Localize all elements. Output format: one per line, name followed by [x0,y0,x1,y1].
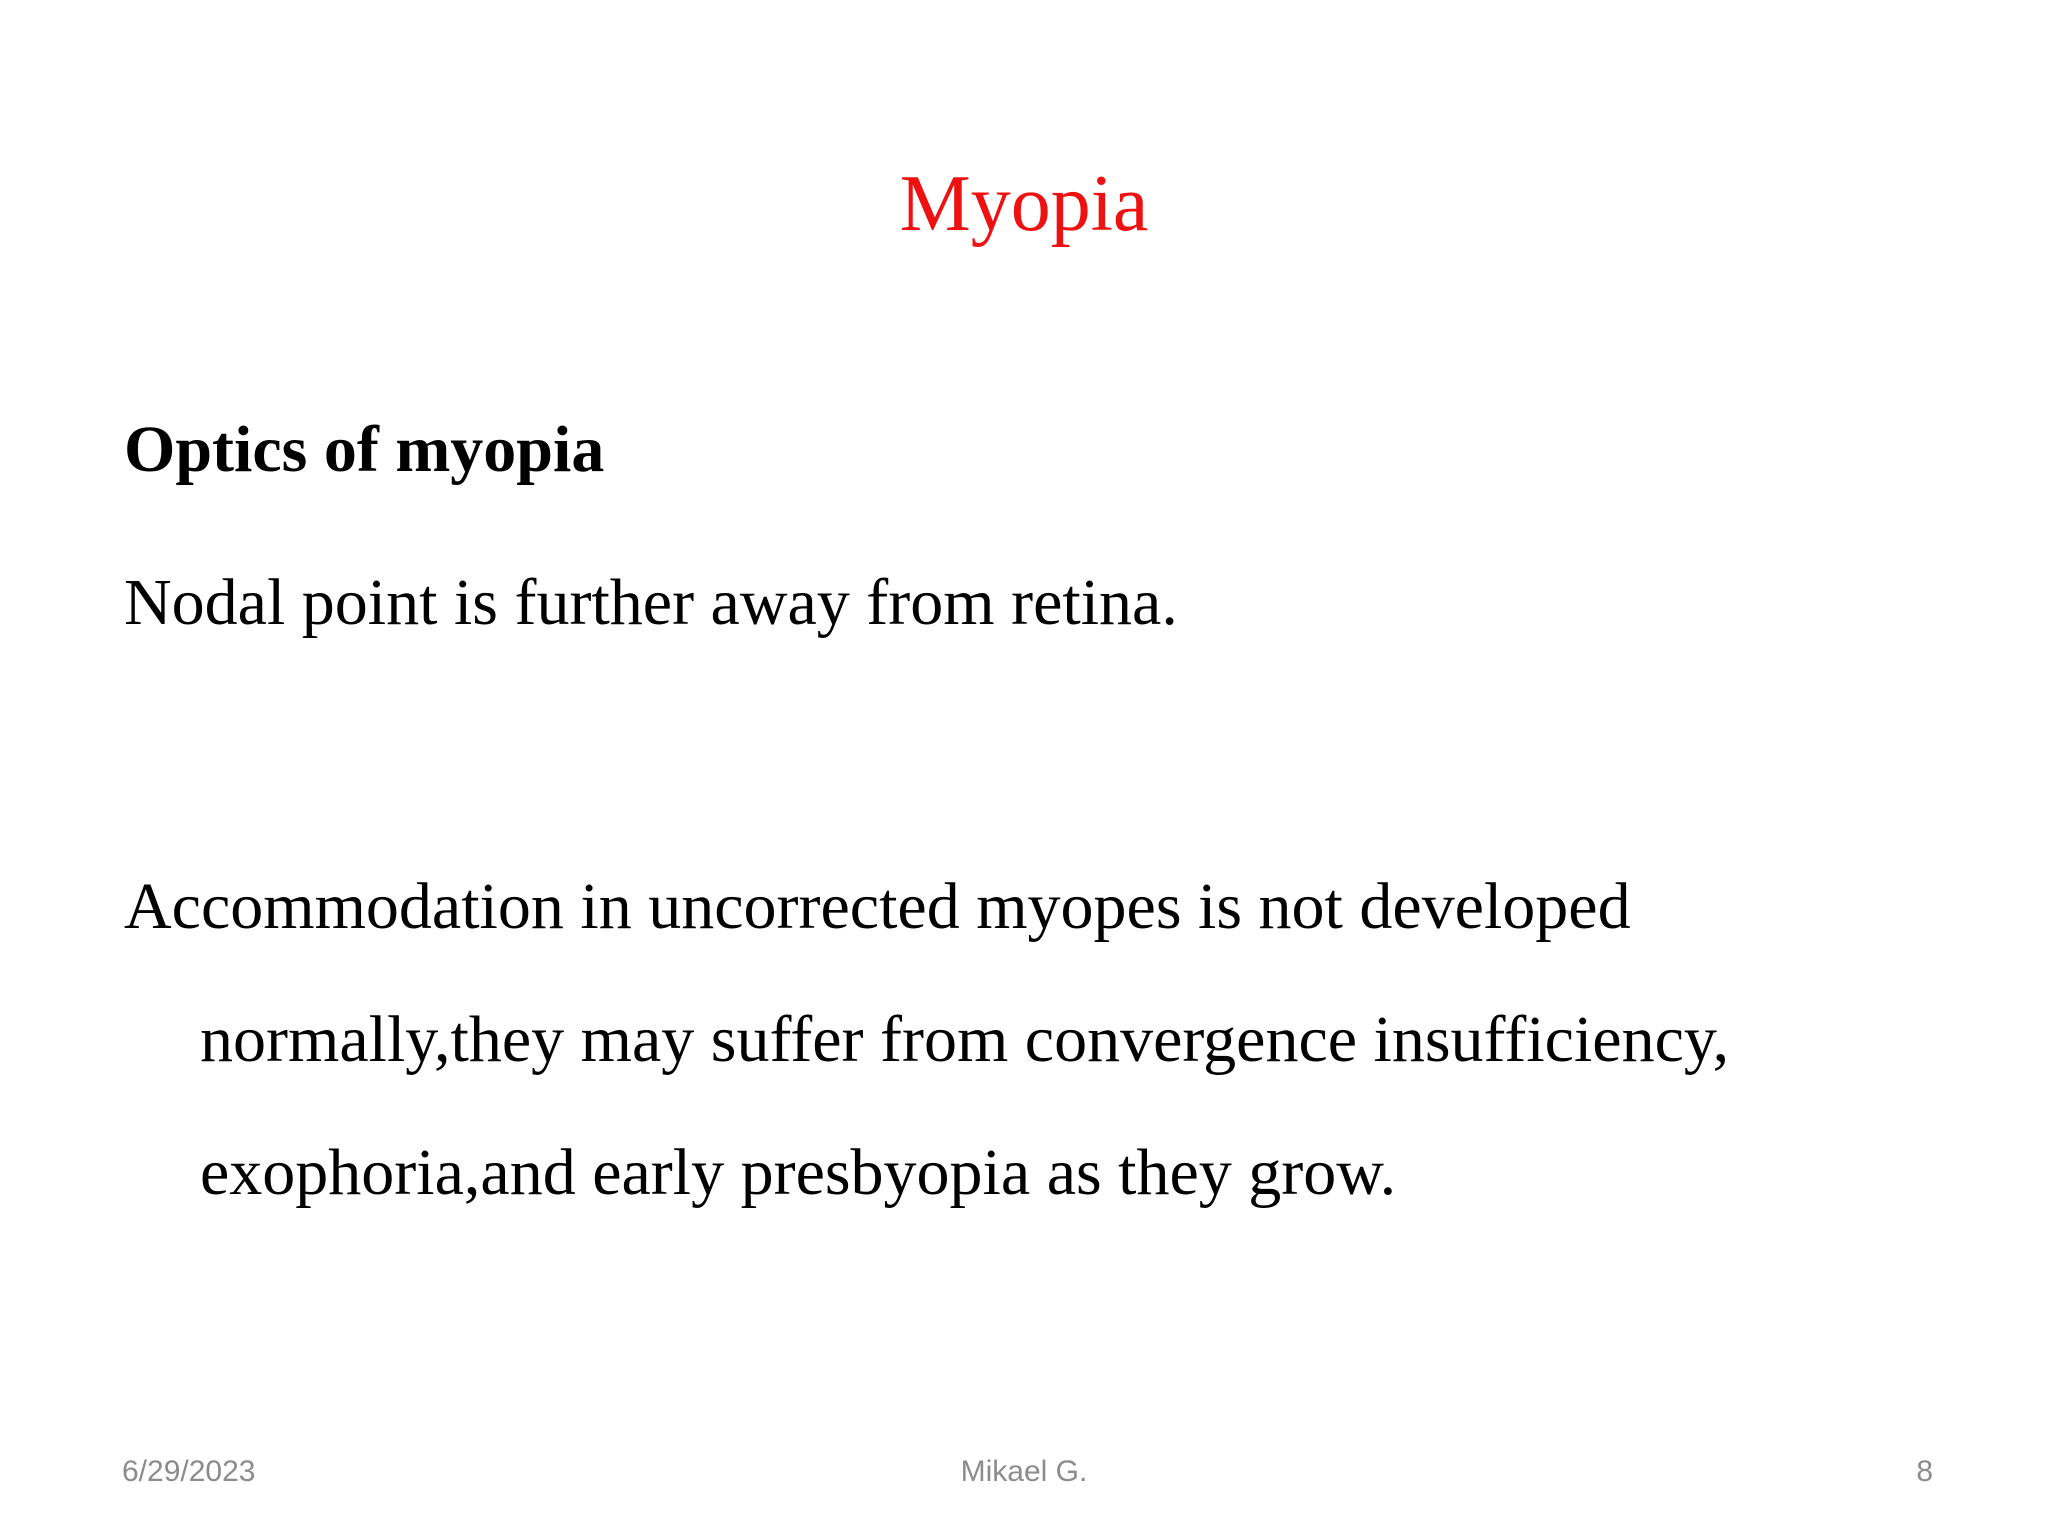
section-heading: Optics of myopia [124,413,605,486]
paragraph-accommodation-line-2: normally,they may suffer from convergence insufficiency, [200,1003,1730,1076]
paragraph-accommodation-line-1: Accommodation in uncorrected myopes is not developed [124,870,1631,943]
slide-title: Myopia [899,160,1149,248]
paragraph-accommodation-line-3: exophoria,and early presbyopia as they grow. [200,1136,1397,1209]
paragraph-nodal-point: Nodal point is further away from retina. [124,566,1178,639]
footer-author: Mikael G. [960,1455,1088,1488]
footer-date: 6/29/2023 [122,1455,256,1488]
footer-page-number: 8 [1916,1455,1933,1488]
